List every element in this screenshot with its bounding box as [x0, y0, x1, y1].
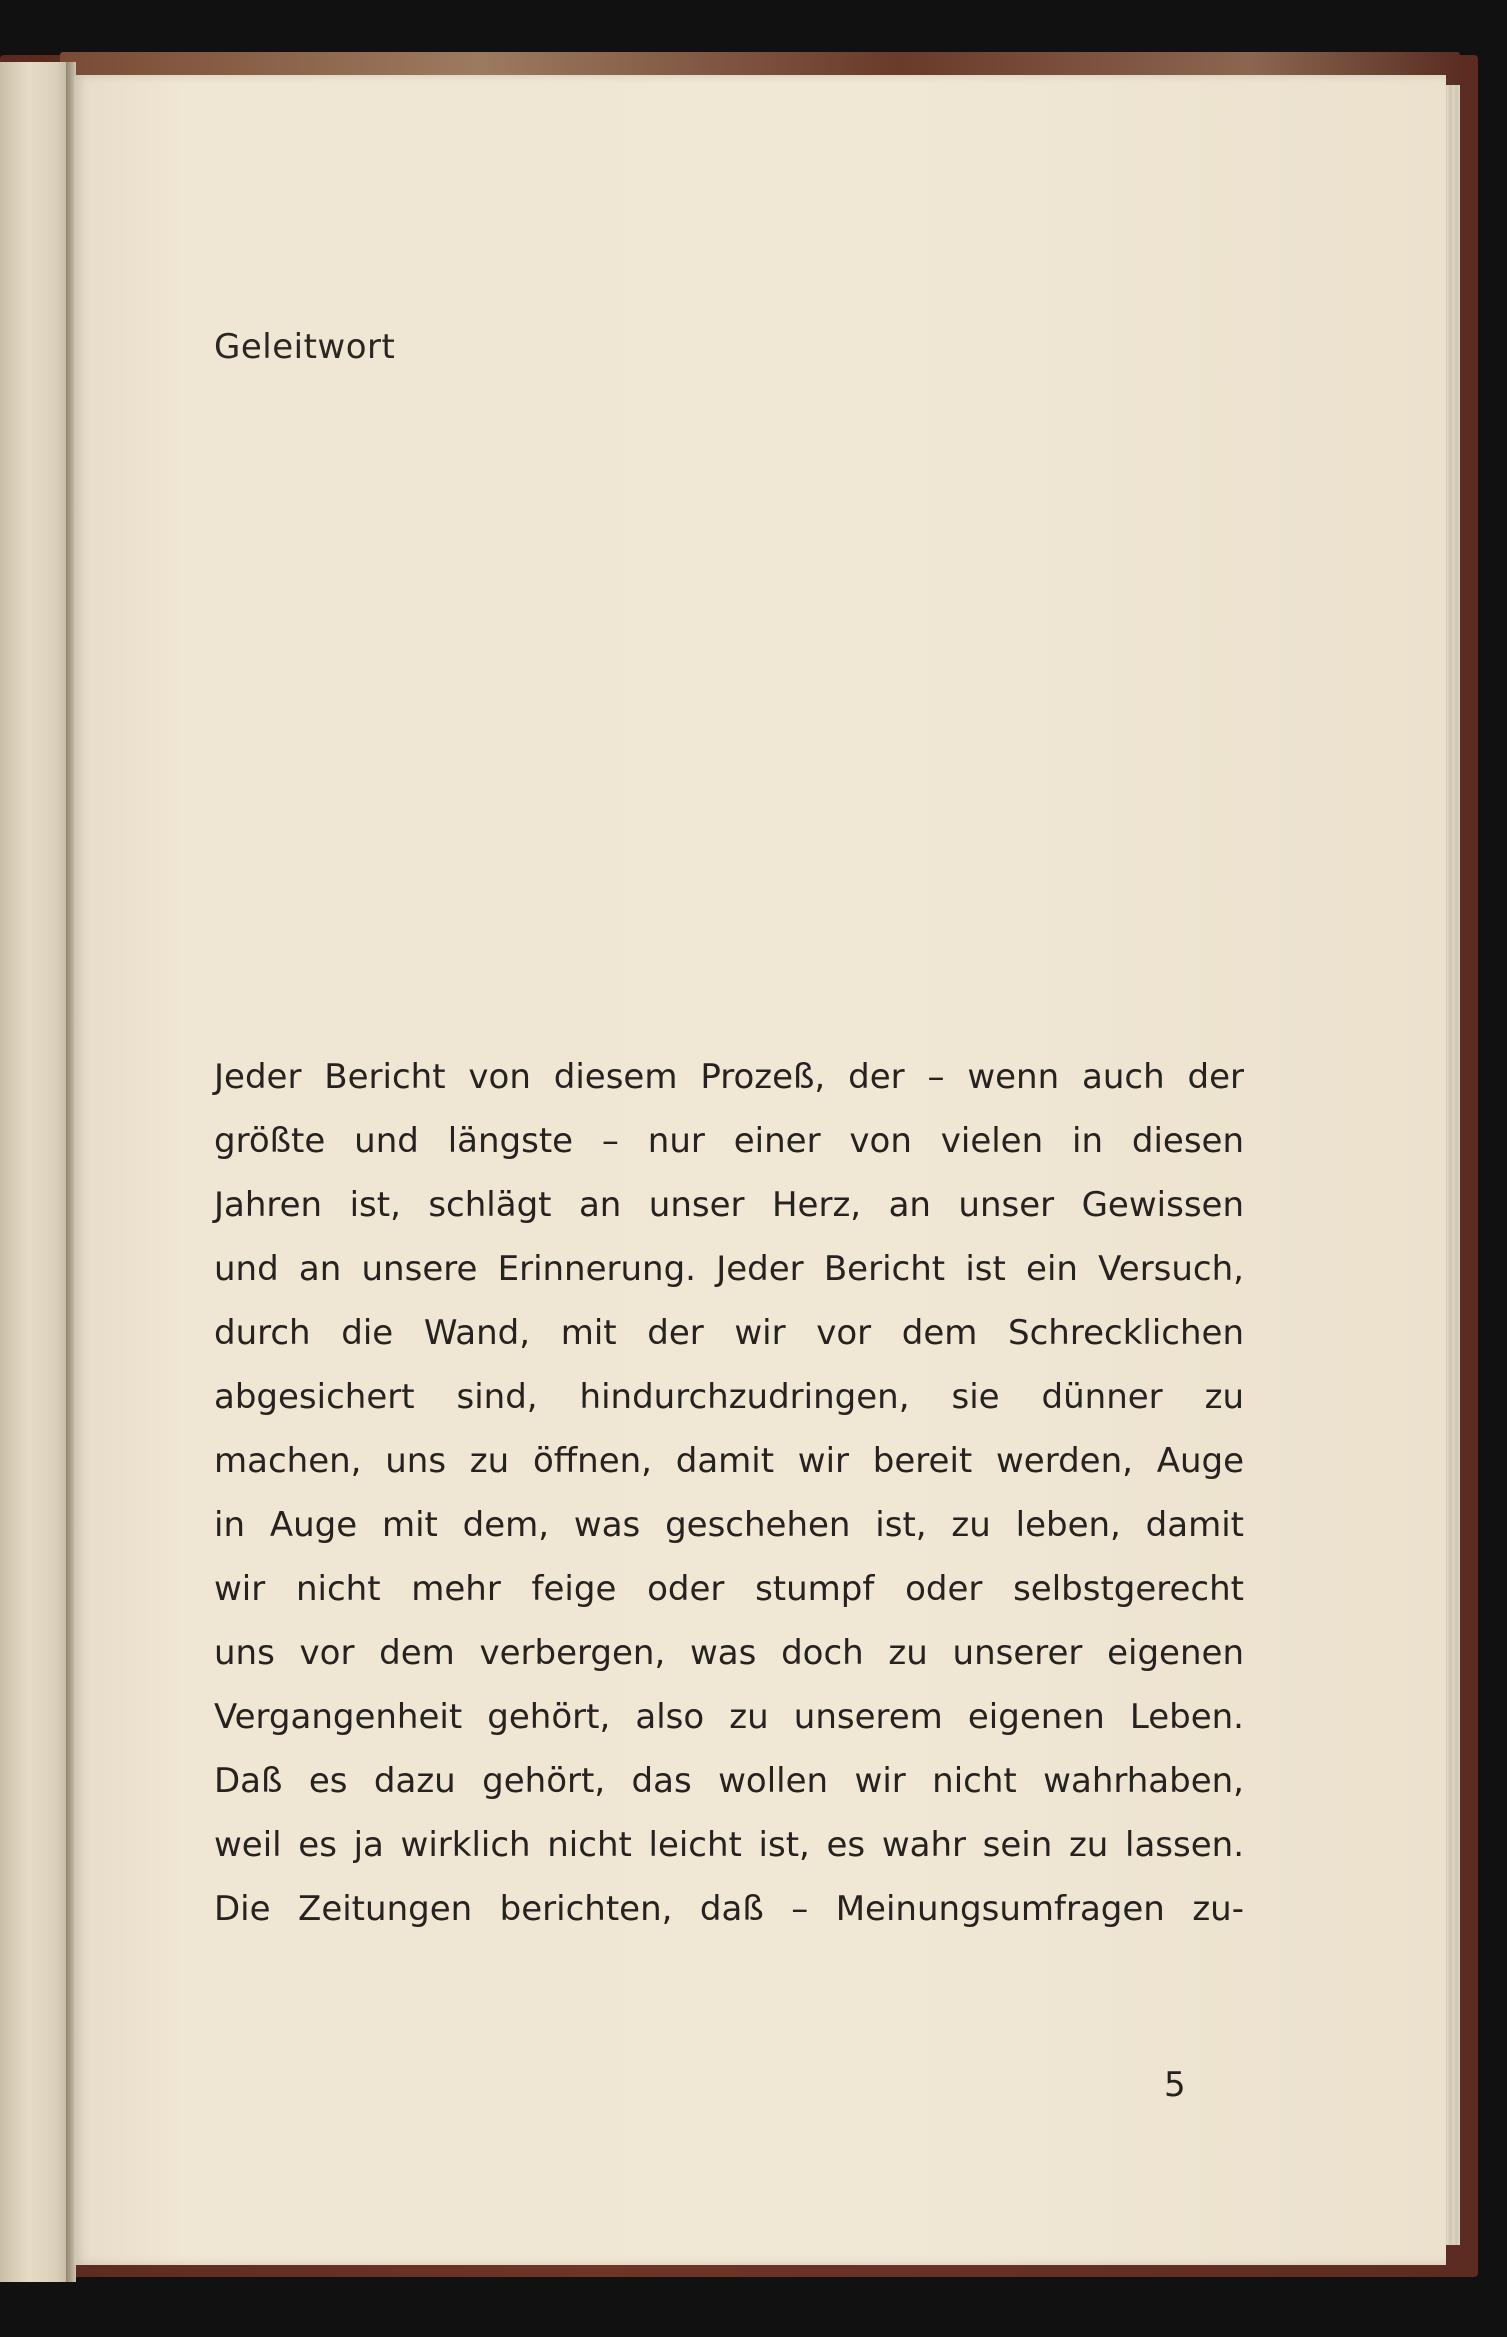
- text-line: weil es ja wirklich nicht leicht ist, es wahr sein zu lassen.: [214, 1825, 1244, 1865]
- text-line: größte und längste – nur einer von vielen in diesen: [214, 1121, 1244, 1161]
- text-line: und an unsere Erinnerung. Jeder Bericht ist ein Versuch,: [214, 1249, 1244, 1289]
- text-line: machen, uns zu öffnen, damit wir bereit werden, Auge: [214, 1441, 1244, 1481]
- text-line: Daß es dazu gehört, das wollen wir nicht wahrhaben,: [214, 1761, 1244, 1801]
- text-line: uns vor dem verbergen, was doch zu unserer eigenen: [214, 1633, 1244, 1673]
- text-line: wir nicht mehr feige oder stumpf oder selbstgerecht: [214, 1569, 1244, 1609]
- text-line: Jeder Bericht von diesem Prozeß, der – wenn auch der: [214, 1057, 1244, 1097]
- book-page: [74, 75, 1446, 2265]
- text-line: abgesichert sind, hindurchzudringen, sie dünner zu: [214, 1377, 1244, 1417]
- text-line: in Auge mit dem, was geschehen ist, zu leben, damit: [214, 1505, 1244, 1545]
- left-facing-page: [0, 62, 72, 2282]
- page-number: 5: [1164, 2065, 1186, 2105]
- text-line: Die Zeitungen berichten, daß – Meinungsumfragen zu-: [214, 1889, 1244, 1929]
- body-paragraph: [214, 1045, 1244, 1941]
- text-line: Jahren ist, schlägt an unser Herz, an unser Gewissen: [214, 1185, 1244, 1225]
- text-line: durch die Wand, mit der wir vor dem Schrecklichen: [214, 1313, 1244, 1353]
- text-line: Vergangenheit gehört, also zu unserem eigenen Leben.: [214, 1697, 1244, 1737]
- section-heading: Geleitwort: [214, 327, 396, 367]
